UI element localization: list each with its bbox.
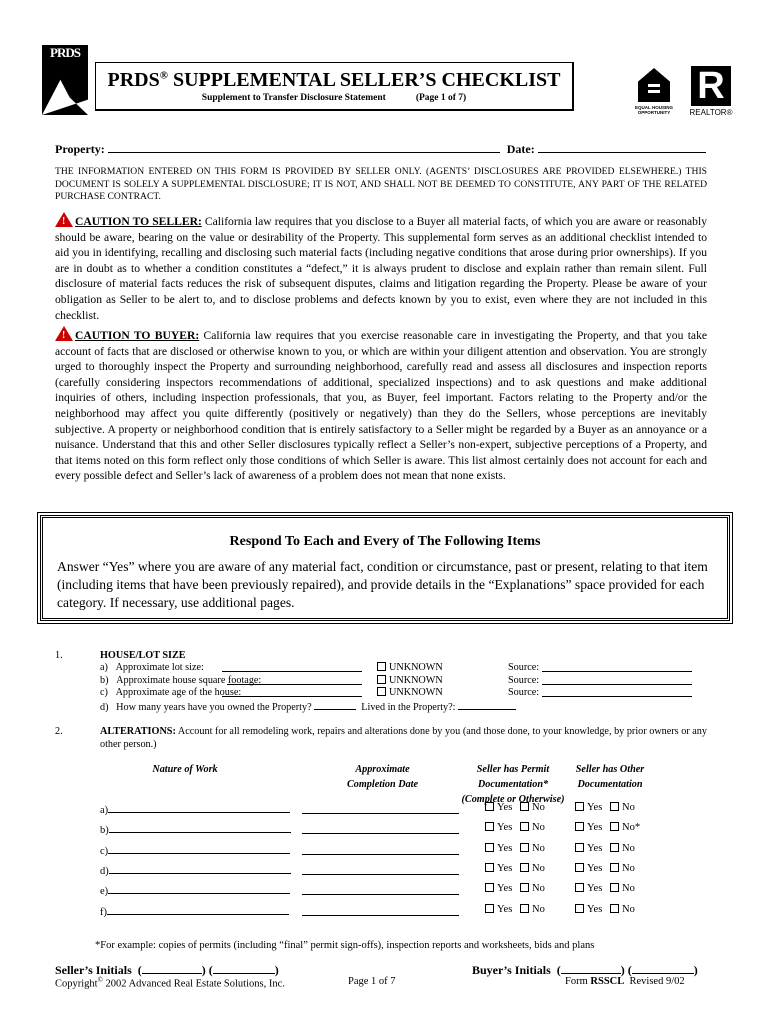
source-field[interactable] <box>542 662 692 672</box>
other-yes-checkbox[interactable]: Yes <box>575 883 602 894</box>
permit-no-checkbox[interactable]: No <box>520 863 545 874</box>
date-field[interactable] <box>538 140 706 153</box>
col-permit: Seller has Permit Documentation* (Complete or Otherwise) <box>461 764 565 805</box>
instructions-heading: Respond To Each and Every of The Following Items <box>229 534 541 549</box>
prds-logo: PRDS <box>42 45 88 115</box>
value-field[interactable] <box>222 687 362 697</box>
instructions-box <box>40 515 730 621</box>
disclaimer: THE INFORMATION ENTERED ON THIS FORM IS PROVIDED BY SELLER ONLY. (AGENTS’ DISCLOSURES ARE PROVIDED ELSEWHERE.) THIS DOCUMENT IS SOLELY A SUPPLEMENTAL DISCLOSURE; IT IS NOT, AND SHALL NOT BE DEEMED TO CONSTITUTE, ANY PART OF THE RELATED PURCHASE CONTRACT. <box>55 166 707 202</box>
other-no-checkbox[interactable]: No* <box>610 822 640 833</box>
work-field[interactable] <box>108 843 290 854</box>
caution-seller: ! CAUTION TO SELLER: California law requires that you disclose to a Buyer all material facts, of which you are aware or reasonably should be aware, bearing on the value or desirability of the Property. This supplemental form serves as an additional checklist intended to aid you in identifying, recalling and disclosing such material facts (including negative conditions that arose during prior ownerships). If you are in doubt as to whether a condition constitutes a “defect,” it is always prudent to disclose and explain rather than remain silent. Full disclosure of material facts reduces the risk of subsequent disputes, claims and litigation regarding the Property. Please be aware of your obligation as Seller to be alert to, and to disclose problems and defects known by you to exist, even where they are not included in this checklist. <box>55 212 707 323</box>
other-no-checkbox[interactable]: No <box>610 904 635 915</box>
page-title: PRDS® SUPPLEMENTAL SELLER’S CHECKLIST <box>107 69 561 91</box>
alteration-row: a) Yes No Yes No <box>100 802 635 816</box>
value-field[interactable] <box>227 675 362 685</box>
permit-no-checkbox[interactable]: No <box>520 904 545 915</box>
property-field[interactable] <box>108 140 500 153</box>
buyer-initials: Buyer’s Initials ( ) ( ) <box>472 963 698 977</box>
copyright: Copyright© 2002 Advanced Real Estate Solutions, Inc. <box>55 976 285 990</box>
permit-no-checkbox[interactable]: No <box>520 802 545 813</box>
other-no-checkbox[interactable]: No <box>610 883 635 894</box>
date-field[interactable] <box>302 822 459 834</box>
source-field[interactable] <box>542 687 692 697</box>
work-field[interactable] <box>109 822 291 833</box>
buyer-initial-1[interactable] <box>561 961 621 974</box>
unknown-checkbox[interactable]: UNKNOWN <box>377 662 443 675</box>
permit-yes-checkbox[interactable]: Yes <box>485 822 512 833</box>
permit-no-checkbox[interactable]: No <box>520 822 545 833</box>
buyer-initial-2[interactable] <box>632 961 694 974</box>
alteration-row: b) Yes No Yes No* <box>100 822 641 837</box>
other-yes-checkbox[interactable]: Yes <box>575 802 602 813</box>
value-field[interactable] <box>222 662 362 672</box>
seller-initial-1[interactable] <box>142 961 202 974</box>
permit-yes-checkbox[interactable]: Yes <box>485 904 512 915</box>
alteration-row: d) Yes No Yes No <box>100 862 635 877</box>
form-id: Form RSSCL Revised 9/02 <box>565 976 685 987</box>
other-no-checkbox[interactable]: No <box>610 843 635 854</box>
years-owned-field[interactable] <box>314 700 356 710</box>
alteration-row: e) Yes No Yes No <box>100 883 635 898</box>
date-field[interactable] <box>302 904 459 916</box>
ownership-row: d) How many years have you owned the Property? Lived in the Property?: <box>100 700 720 715</box>
seller-initial-2[interactable] <box>213 961 275 974</box>
warning-icon: ! <box>55 212 73 227</box>
source-field[interactable] <box>542 675 692 685</box>
col-completion-date: Approximate Completion Date <box>346 764 419 790</box>
document-page: PRDS PRDS® SUPPLEMENTAL SELLER’S CHECKLIST Supplement to Transfer Disclosure Statement (Page 1 of 7) EQUAL HOUSING OPPORTUNITY R REALTOR® Property: Date: THE INFORMATION ENTERED ON THIS FORM IS PROVIDED BY SELLER ONLY. (AGENTS’ DISCLOSURES ARE PROVIDED ELSEWHERE.) THIS DOCUMENT IS SOLELY A SUPPLEMENTAL DISCLOSURE; IT IS NOT, AND SHALL NOT BE DEEMED TO CONSTITUTE, ANY PART OF THE RELATED PURCHASE CONTRACT. ! CAUTION TO SELLER: California law requires that you disclose to a Buyer all material facts, of which you are aware or reasonably should be aware, bearing on the value or desirability of the Property. This supplemental form serves as an additional checklist intended to aid you in identifying, recalling and disclosing such material facts (including negative conditions that arose during prior ownerships). If you are in doubt as to whether a condition constitutes a “defect,” it is always prudent to disclose and explain rather than remain silent. Full disclosure of material facts reduces the risk of subsequent disputes, claims and litigation regarding the Property. Please be aware of your obligation as Seller to be alert to, and to disclose problems and defects known by you to exist, even where they are not included in this checklist. ! CAUTION TO BUYER: California law requires that you exercise reasonable care in investigating the Property, and that you take account of facts that are disclosed or otherwise known to you, or which are within your diligent attention and observation. You are strongly urged to thoroughly inspect the Property and surrounding neighborhood, carefully read and assess all disclosures and inspection reports (carefully considering inspectors recommendations of additional, specialized inspections) and to ask questions and make additional inquiries of others, including inspection professionals, that you, as Buyer, feel important. Factors relating to the Property and/or the neighborhood may affect you quite differently (positively or negatively) than they do the Sellers, whose perceptions are inevitably subjective. A property or neighborhood condition that is entirely satisfactory to a Seller might be regarded by a Buyer as an annoyance or a nuisance. Understand that this and other Seller disclosures typically reflect a Seller’s non-expert, subjective perceptions of a Property, and that items noted on this form reflect only those conditions of which Seller is aware. This list almost certainly does not account for each and every possible defect and Seller’s lack of awareness of a problem does not mean that none exists. Respond To Each and Every of The Following Items Answer “Yes” where you are aware of any material fact, condition or circumstance, past or present, relating to that item (including items that have been previously repaired), and provide details in the “Explanations” space provided for each category. If necessary, use additional pages. 1. HOUSE/LOT SIZE d) How many years have you owned the Property? Lived in the Property?: 2. ALTERATIONS: Account for all remodeling work, repairs and alterations done by you (and those done, to your knowledge, by prior owners or any other person.) Nature of Work Approximate Completion Date Seller has Permit Documentation* (Complete or Otherwise) Seller has Other Documentation *For example: copies of permits (including “final” permit sign-offs), inspection reports and worksheets, bids and plans Seller’s Initials ( ) ( ) Buyer’s Initials ( ) ( ) Copyright© 2002 Advanced Real Estate Solutions, Inc. Page 1 of 7 Form RSSCL Revised 9/02 a) Approximate lot size: UNKNOWN Source: b) Approximate house square footage: UNKNOWN Source: c) Approximate age of the house: UNKNOWN Source: a) Yes No Yes No b) Yes No Yes No* c) Yes No Yes No d) Yes No Yes No e) Yes No Yes No f) Yes No Yes No <box>0 0 770 1024</box>
lot-size-row: b) Approximate house square footage: UNKNOWN Source: <box>100 675 720 688</box>
date-field[interactable] <box>302 883 459 895</box>
seller-initials: Seller’s Initials ( ) ( ) <box>55 963 279 977</box>
permit-yes-checkbox[interactable]: Yes <box>485 802 512 813</box>
col-other-docs: Seller has Other Documentation <box>575 764 645 790</box>
permit-no-checkbox[interactable]: No <box>520 843 545 854</box>
work-field[interactable] <box>109 863 291 874</box>
other-yes-checkbox[interactable]: Yes <box>575 863 602 874</box>
instructions-text: Answer “Yes” where you are aware of any material fact, condition or circumstance, past or present, relating to that item (including items that have been previously repaired), and provide details in the “Explanations” space provided for each category. If necessary, use additional pages. <box>57 559 708 610</box>
other-yes-checkbox[interactable]: Yes <box>575 843 602 854</box>
work-field[interactable] <box>108 883 290 894</box>
other-yes-checkbox[interactable]: Yes <box>575 822 602 833</box>
other-no-checkbox[interactable]: No <box>610 802 635 813</box>
lot-size-row: a) Approximate lot size: UNKNOWN Source: <box>100 662 720 675</box>
section-alterations: 2. ALTERATIONS: Account for all remodeling work, repairs and alterations done by you (and those done, to your knowledge, by prior owners or any other person.) <box>55 726 707 750</box>
realtor-icon: R REALTOR® <box>689 65 733 117</box>
permit-yes-checkbox[interactable]: Yes <box>485 863 512 874</box>
other-yes-checkbox[interactable]: Yes <box>575 904 602 915</box>
subtitle: Supplement to Transfer Disclosure Statement <box>201 93 386 103</box>
other-no-checkbox[interactable]: No <box>610 863 635 874</box>
caution-buyer: ! CAUTION TO BUYER: California law requires that you exercise reasonable care in investigating the Property, and that you take account of facts that are disclosed or otherwise known to you, or which are within your diligent attention and observation. You are strongly urged to thoroughly inspect the Property and surrounding neighborhood, carefully read and assess all disclosures and inspection reports (carefully considering inspectors recommendations of additional, specialized inspections) and to ask questions and make additional inquiries of others, including inspection professionals, that you, as Buyer, feel important. Factors relating to the Property and/or the neighborhood may affect you quite differently (positively or negatively) than they do the Sellers, whose perceptions are inevitably subjective. A property or neighborhood condition that is entirely satisfactory to a Seller might be regarded by a Buyer as an annoyance or a nuisance. Understand that this and other Seller disclosures typically reflect a Seller’s non-expert, subjective perceptions of a Property, and that items noted on this form reflect only those conditions of which Seller is aware. This list almost certainly does not account for each and every possible defect and Seller’s lack of awareness of a problem does not mean that none exists. <box>55 326 707 484</box>
permit-yes-checkbox[interactable]: Yes <box>485 883 512 894</box>
date-field[interactable] <box>302 802 459 814</box>
lot-size-row: c) Approximate age of the house: UNKNOWN Source: <box>100 687 720 700</box>
work-field[interactable] <box>107 904 289 915</box>
equal-housing-icon: EQUAL HOUSING OPPORTUNITY <box>632 68 676 115</box>
unknown-checkbox[interactable]: UNKNOWN <box>377 675 443 688</box>
years-lived-field[interactable] <box>458 700 516 710</box>
work-field[interactable] <box>108 802 290 813</box>
title-box <box>95 62 574 111</box>
alteration-row: f) Yes No Yes No <box>100 903 635 918</box>
permit-no-checkbox[interactable]: No <box>520 883 545 894</box>
page-number: Page 1 of 7 <box>348 976 396 987</box>
warning-icon: ! <box>55 326 73 341</box>
alteration-row: c) Yes No Yes No <box>100 842 635 857</box>
page-indicator: (Page 1 of 7) <box>415 93 467 103</box>
unknown-checkbox[interactable]: UNKNOWN <box>377 687 443 700</box>
permit-yes-checkbox[interactable]: Yes <box>485 843 512 854</box>
col-nature-of-work: Nature of Work <box>152 764 218 775</box>
date-field[interactable] <box>302 843 459 855</box>
date-field[interactable] <box>302 863 459 875</box>
footnote: *For example: copies of permits (including “final” permit sign-offs), inspection reports and worksheets, bids and plans <box>95 940 595 951</box>
property-line: Property: Date: <box>55 140 707 157</box>
